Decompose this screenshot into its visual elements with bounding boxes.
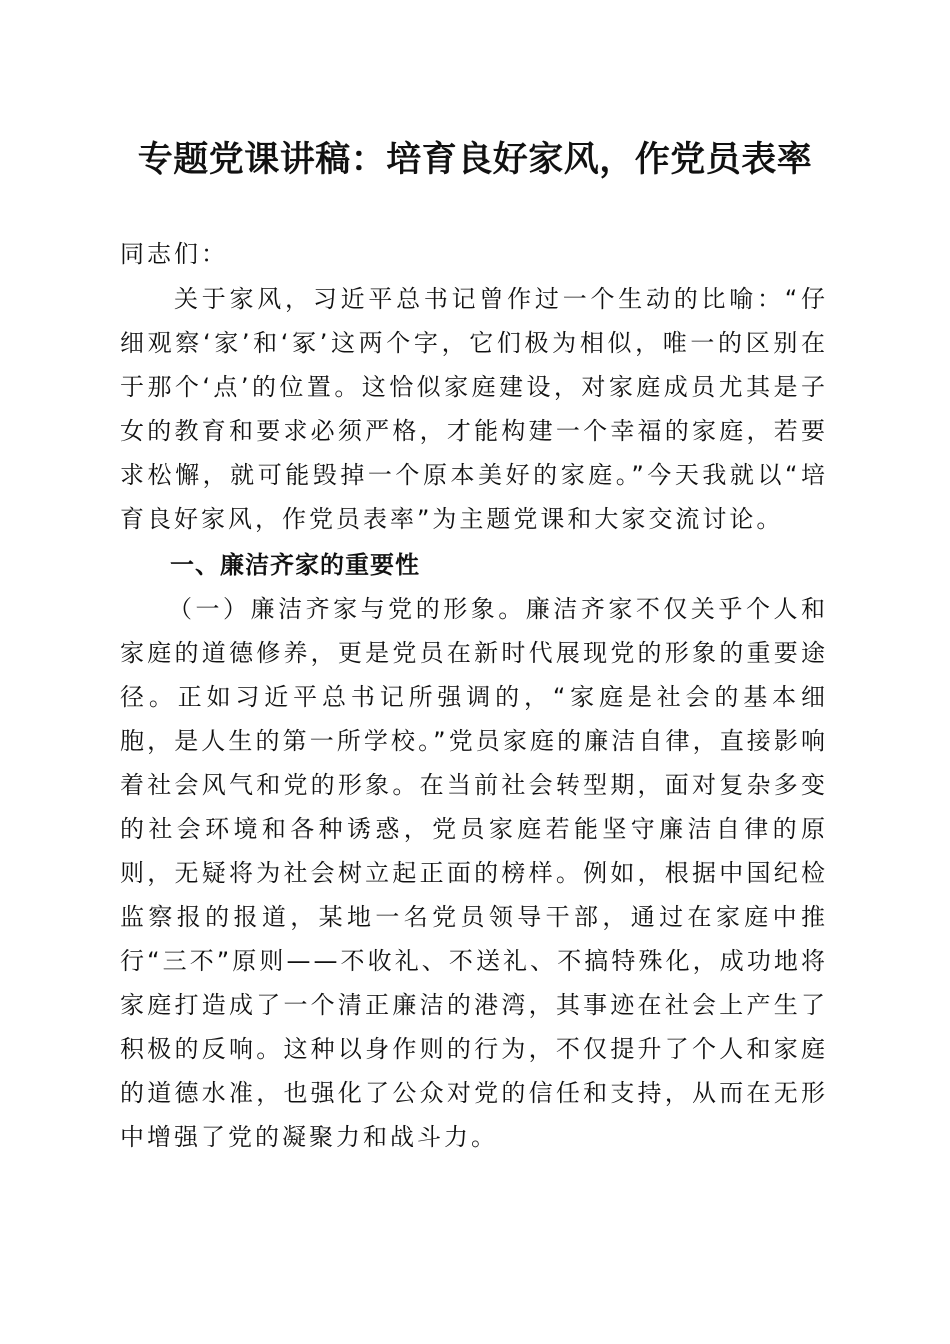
document-title: 专题党课讲稿：培育良好家风，作党员表率 [137, 139, 813, 180]
salutation: 同志们： [120, 240, 228, 268]
section-one-paragraph: （一）廉洁齐家与党的形象。廉洁齐家不仅关乎个人和家庭的道德修养，更是党员在新时代展现党的形象的重要途径。正如习近平总书记所强调的，“家庭是社会的基本细胞，是人生的第一所学校。”党员家庭的廉洁自律，直接影响着社会风气和党的形象。在当前社会转型期，面对复杂多变的社会环境和各种诱惑，党员家庭若能坚守廉洁自律的原则，无疑将为社会树立起正面的榜样。例如，根据中国纪检监察报的报道，某地一名党员领导干部，通过在家庭中推行“三不”原则——不收礼、不送礼、不搞特殊化，成功地将家庭打造成了一个清正廉洁的港湾，其事迹在社会上产生了积极的反响。这种以身作则的行为，不仅提升了个人和家庭的道德水准，也强化了公众对党的信任和支持，从而在无形中增强了党的凝聚力和战斗力。 [120, 595, 828, 1151]
intro-paragraph: 关于家风，习近平总书记曾作过一个生动的比喻：“仔细观察‘家’和‘冢’这两个字，它们极为相似，唯一的区别在于那个‘点’的位置。这恰似家庭建设，对家庭成员尤其是子女的教育和要求必须严格，才能构建一个幸福的家庭，若要求松懈，就可能毁掉一个原本美好的家庭。”今天我就以“培育良好家风，作党员表率”为主题党课和大家交流讨论。 [120, 285, 828, 533]
section-heading-one: 一、廉洁齐家的重要性 [170, 551, 420, 579]
